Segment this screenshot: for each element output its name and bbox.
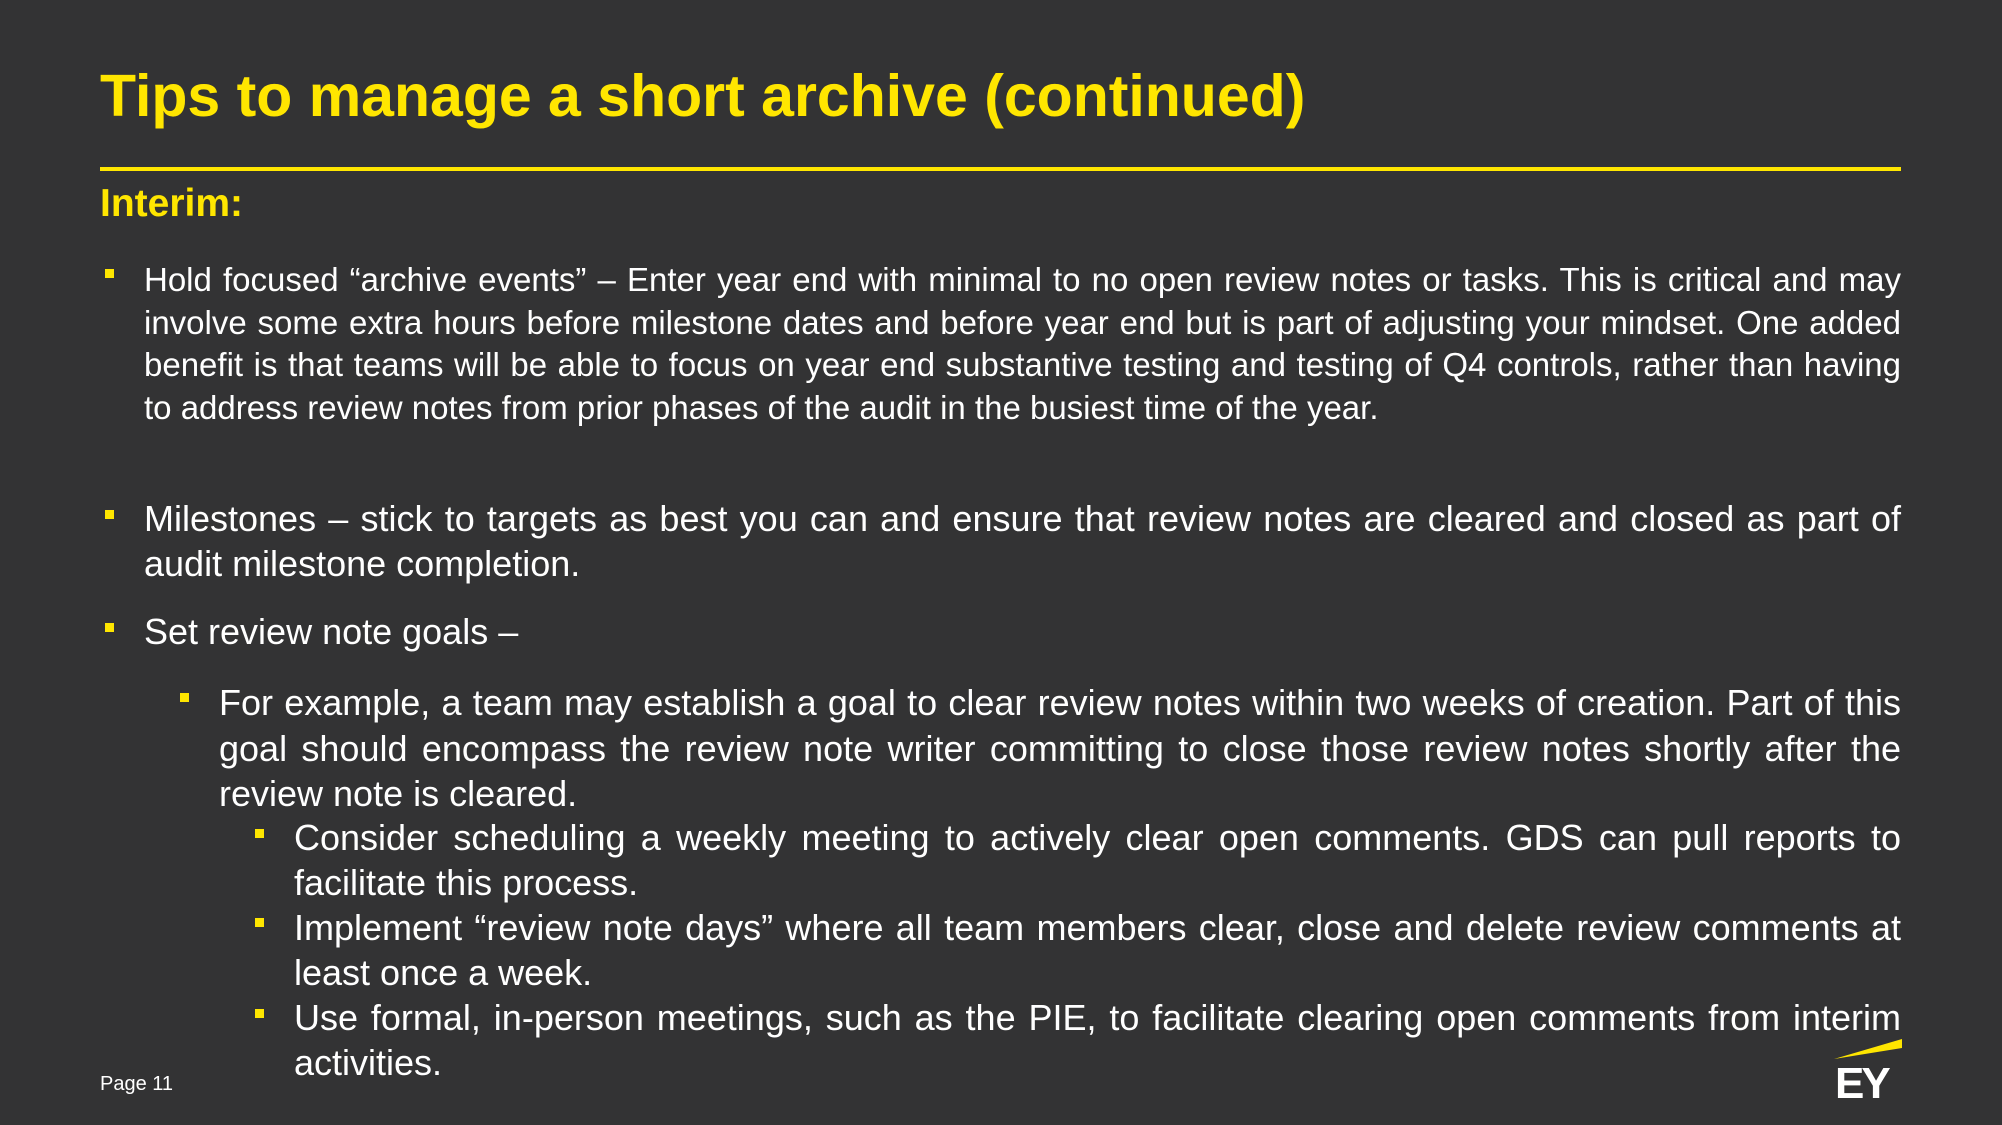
bullet-review-note-goals bbox=[144, 610, 1901, 655]
sub-sub-bullet-formal-meetings bbox=[294, 996, 1901, 1085]
square-bullet-icon bbox=[255, 918, 264, 927]
logo-text: EY bbox=[1835, 1059, 1888, 1108]
ey-logo bbox=[1834, 1036, 1902, 1106]
square-bullet-icon bbox=[105, 623, 114, 632]
square-bullet-icon bbox=[105, 510, 114, 519]
bullet-archive-events bbox=[144, 259, 1901, 429]
square-bullet-icon bbox=[105, 269, 114, 278]
sub-sub-bullet-review-note-days bbox=[294, 905, 1901, 995]
square-bullet-icon bbox=[255, 1009, 264, 1018]
bullet-milestones bbox=[144, 497, 1901, 586]
bullet-text: Consider scheduling a weekly meeting to actively clear open comments. GDS can pull reports to facilitate this process. bbox=[294, 817, 1901, 903]
sub-sub-bullet-weekly-meeting bbox=[294, 816, 1901, 905]
sub-bullet-example bbox=[219, 680, 1901, 817]
page-number: Page 11 bbox=[100, 1073, 174, 1095]
bullet-text: Use formal, in-person meetings, such as the PIE, to facilitate clearing open comments from interim activities. bbox=[294, 997, 1901, 1083]
bullet-text: Implement “review note days” where all team members clear, close and delete review comments at least once a week. bbox=[294, 907, 1901, 993]
section-heading: Interim: bbox=[100, 182, 244, 225]
square-bullet-icon bbox=[255, 829, 264, 838]
bullet-text: Milestones – stick to targets as best you can and ensure that review notes are cleared and closed as part of audit milestone completion. bbox=[144, 498, 1901, 584]
bullet-text: For example, a team may establish a goal to clear review notes within two weeks of creation. Part of this goal should encompass the review note writer committing to close those review notes shortly after the review note is cleared. bbox=[219, 682, 1901, 814]
square-bullet-icon bbox=[180, 693, 189, 702]
slide-title: Tips to manage a short archive (continued) bbox=[100, 63, 1306, 129]
bullet-text: Hold focused “archive events” – Enter year end with minimal to no open review notes or tasks. This is critical and may involve some extra hours before milestone dates and before year end but is part of adjusting your mindset. One added benefit is that teams will be able to focus on year end substantive testing and testing of Q4 controls, rather than having to address review notes from prior phases of the audit in the busiest time of the year. bbox=[144, 261, 1901, 426]
logo-beam-icon bbox=[1834, 1036, 1902, 1060]
title-divider bbox=[100, 167, 1901, 171]
bullet-text: Set review note goals – bbox=[144, 611, 519, 652]
